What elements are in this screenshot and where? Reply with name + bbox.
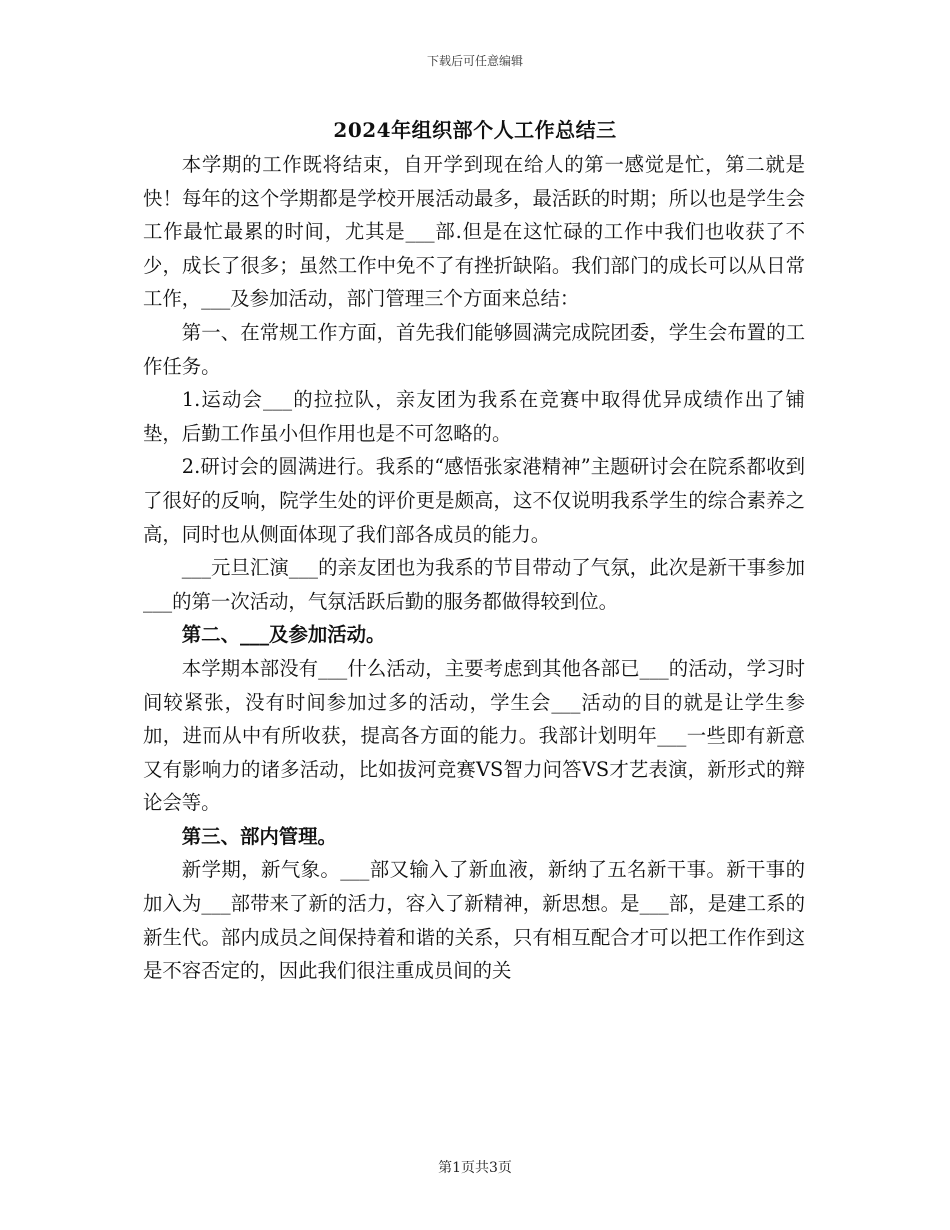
paragraph-first: 第一、在常规工作方面，首先我们能够圆满完成院团委，学生会布置的工作任务。 [143, 320, 805, 378]
paragraph-item-1: 1.运动会___的拉拉队，亲友团为我系在竞赛中取得优异成绩作出了铺垫，后勤工作虽小但作用也是不可忽略的。 [143, 388, 805, 445]
page-header: 下载后可任意编辑 [426, 54, 523, 68]
section-heading-third: 第三、部内管理。 [181, 824, 337, 848]
paragraph-item-2: 2.研讨会的圆满进行。我系的“感悟张家港精神”主题研讨会在院系都收到了很好的反响，院学生处的评价更是颇高，这不仅说明我系学生的综合素养之高，同时也从侧面体现了我们部各成员的能力。 [143, 455, 805, 546]
paragraph-activities: 本学期本部没有___什么活动，主要考虑到其他各部已___的活动，学习时间较紧张，没有时间参加过多的活动，学生会___活动的目的就是让学生参加，进而从中有所收获，提高各方面的能力。我部计划明年___一些即有新意又有影响力的诸多活动，比如拔河竞赛VS智力问答VS才艺表演，新形式的辩论会等。 [143, 656, 805, 815]
paragraph-management: 新学期，新气象。___部又输入了新血液，新纳了五名新干事。新干事的加入为___部带来了新的活力，容入了新精神，新思想。是___部，是建工系的新生代。部内成员之间保持着和谐的关系，只有相互配合才可以把工作作到这是不容否定的，因此我们很注重成员间的关 [143, 858, 805, 983]
document-title: 2024年组织部个人工作总结三 [333, 118, 617, 142]
paragraph-gala: ___元旦汇演___的亲友团也为我系的节目带动了气氛，此次是新干事参加___的第一次活动，气氛活跃后勤的服务都做得较到位。 [143, 556, 805, 613]
paragraph-intro: 本学期的工作既将结束，自开学到现在给人的第一感觉是忙，第二就是快！每年的这个学期都是学校开展活动最多，最活跃的时期；所以也是学生会工作最忙最累的时间，尤其是___部.但是在这忙碌的工作中我们也收获了不少，成长了很多；虽然工作中免不了有挫折缺陷。我们部门的成长可以从日常工作，___及参加活动，部门管理三个方面来总结： [143, 153, 805, 311]
section-heading-second: 第二、___及参加活动。 [181, 623, 386, 647]
document-body [143, 148, 805, 988]
page-footer: 第1页共3页 [438, 1160, 512, 1176]
